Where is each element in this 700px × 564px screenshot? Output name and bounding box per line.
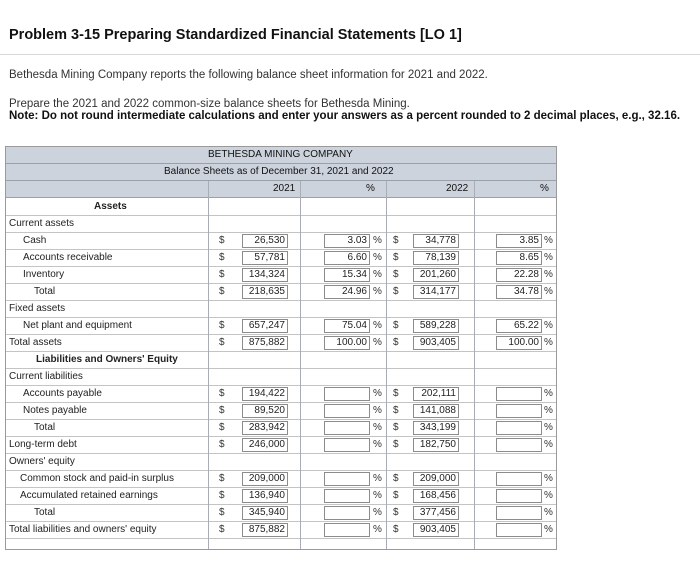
sheet-subtitle: Balance Sheets as of December 31, 2021 and 2022: [164, 166, 394, 177]
currency-2021: $: [219, 507, 225, 518]
percent-sign: %: [373, 473, 382, 484]
percent-sign: %: [373, 439, 382, 450]
currency-2021: $: [219, 473, 225, 484]
percent-2021-input[interactable]: 100.00: [324, 336, 370, 350]
percent-sign: %: [544, 507, 553, 518]
value-2021-field[interactable]: 89,520: [242, 404, 288, 418]
row-label: Total: [34, 507, 56, 518]
percent-sign: %: [373, 252, 382, 263]
value-2021-field[interactable]: 57,781: [242, 251, 288, 265]
currency-2021: $: [219, 439, 225, 450]
percent-2021-input[interactable]: [324, 472, 370, 486]
value-2022-field[interactable]: 202,111: [413, 387, 459, 401]
currency-2022: $: [393, 388, 399, 399]
value-2021-field[interactable]: 875,882: [242, 523, 288, 537]
percent-2021-input[interactable]: [324, 404, 370, 418]
percent-2022-input[interactable]: 34.78: [496, 285, 542, 299]
currency-2022: $: [393, 269, 399, 280]
currency-2021: $: [219, 524, 225, 535]
percent-sign: %: [544, 490, 553, 501]
currency-2021: $: [219, 269, 225, 280]
currency-2022: $: [393, 490, 399, 501]
currency-2021: $: [219, 388, 225, 399]
percent-2022-input[interactable]: [496, 404, 542, 418]
percent-2021-input[interactable]: [324, 421, 370, 435]
value-2021-field[interactable]: 283,942: [242, 421, 288, 435]
percent-sign: %: [544, 269, 553, 280]
percent-sign: %: [373, 524, 382, 535]
currency-2022: $: [393, 337, 399, 348]
currency-2022: $: [393, 473, 399, 484]
percent-sign: %: [544, 337, 553, 348]
year-2022-header: 2022: [446, 183, 469, 194]
percent-sign: %: [544, 388, 553, 399]
percent-2022-input[interactable]: [496, 472, 542, 486]
currency-2021: $: [219, 252, 225, 263]
value-2021-field[interactable]: 134,324: [242, 268, 288, 282]
percent-sign: %: [544, 405, 553, 416]
percent-sign: %: [544, 320, 553, 331]
percent-sign: %: [373, 320, 382, 331]
value-2021-field[interactable]: 136,940: [242, 489, 288, 503]
liabilities-heading: Liabilities and Owners' Equity: [36, 354, 178, 365]
value-2021-field[interactable]: 209,000: [242, 472, 288, 486]
value-2022-field[interactable]: 589,228: [413, 319, 459, 333]
value-2022-field[interactable]: 182,750: [413, 438, 459, 452]
value-2022-field[interactable]: 34,778: [413, 234, 459, 248]
percent-2021-input[interactable]: [324, 438, 370, 452]
page-title: Problem 3-15 Preparing Standardized Financial Statements [LO 1]: [9, 27, 462, 43]
sheet-subtitle-row: [6, 164, 556, 181]
percent-2021-input[interactable]: 24.96: [324, 285, 370, 299]
row-label: Net plant and equipment: [23, 320, 132, 331]
col-divider: [386, 181, 387, 549]
value-2021-field[interactable]: 657,247: [242, 319, 288, 333]
row-label: Current liabilities: [9, 371, 83, 382]
percent-sign: %: [544, 252, 553, 263]
percent-2021-input[interactable]: 15.34: [324, 268, 370, 282]
percent-sign: %: [373, 269, 382, 280]
percent-2022-input[interactable]: [496, 523, 542, 537]
percent-2021-input[interactable]: [324, 523, 370, 537]
col-divider: [208, 181, 209, 549]
value-2021-field[interactable]: 875,882: [242, 336, 288, 350]
value-2022-field[interactable]: 343,199: [413, 421, 459, 435]
row-label: Cash: [23, 235, 47, 246]
percent-2021-input[interactable]: [324, 506, 370, 520]
col-divider: [300, 181, 301, 549]
row-label: Common stock and paid-in surplus: [20, 473, 174, 484]
intro-text: Bethesda Mining Company reports the following balance sheet information for 2021 and 2022.: [9, 69, 488, 81]
percent-2021-input[interactable]: 3.03: [324, 234, 370, 248]
pct-2022-header: %: [540, 183, 549, 194]
row-label: Notes payable: [23, 405, 87, 416]
percent-sign: %: [544, 439, 553, 450]
percent-sign: %: [373, 235, 382, 246]
percent-sign: %: [544, 422, 553, 433]
percent-sign: %: [373, 388, 382, 399]
row-label: Current assets: [9, 218, 75, 229]
row-label: Long-term debt: [9, 439, 77, 450]
currency-2022: $: [393, 507, 399, 518]
currency-2021: $: [219, 337, 225, 348]
percent-2021-input[interactable]: 75.04: [324, 319, 370, 333]
company-name-row: [6, 147, 556, 164]
percent-sign: %: [544, 235, 553, 246]
percent-sign: %: [373, 422, 382, 433]
percent-2022-input[interactable]: [496, 489, 542, 503]
assets-heading: Assets: [94, 201, 127, 212]
row-label: Total: [34, 422, 56, 433]
percent-2021-input[interactable]: [324, 489, 370, 503]
percent-2022-input[interactable]: 8.65: [496, 251, 542, 265]
row-label: Total assets: [9, 337, 62, 348]
value-2022-field[interactable]: 201,260: [413, 268, 459, 282]
row-label: Total: [34, 286, 56, 297]
percent-sign: %: [373, 405, 382, 416]
percent-2022-input[interactable]: 22.28: [496, 268, 542, 282]
note-text: [9, 110, 680, 122]
currency-2021: $: [219, 490, 225, 501]
col-divider: [474, 181, 475, 549]
percent-2022-input[interactable]: 3.85: [496, 234, 542, 248]
percent-sign: %: [544, 286, 553, 297]
percent-2022-input[interactable]: 100.00: [496, 336, 542, 350]
percent-2022-input[interactable]: [496, 506, 542, 520]
percent-sign: %: [373, 286, 382, 297]
currency-2022: $: [393, 252, 399, 263]
percent-sign: %: [373, 507, 382, 518]
value-2021-field[interactable]: 246,000: [242, 438, 288, 452]
percent-sign: %: [544, 524, 553, 535]
currency-2022: $: [393, 320, 399, 331]
value-2022-field[interactable]: 903,405: [413, 523, 459, 537]
row-label: Inventory: [23, 269, 65, 280]
percent-2022-input[interactable]: [496, 438, 542, 452]
note-body: Do not round intermediate calculations and enter your answers as a percent rounded to 2 decimal places, e.g., 32.16.: [41, 110, 681, 122]
value-2022-field[interactable]: 141,088: [413, 404, 459, 418]
currency-2021: $: [219, 286, 225, 297]
value-2021-field[interactable]: 218,635: [242, 285, 288, 299]
percent-sign: %: [373, 337, 382, 348]
row-label: Owners' equity: [9, 456, 75, 467]
percent-2022-input[interactable]: [496, 421, 542, 435]
value-2021-field[interactable]: 345,940: [242, 506, 288, 520]
percent-2021-input[interactable]: [324, 387, 370, 401]
currency-2022: $: [393, 405, 399, 416]
value-2022-field[interactable]: 314,177: [413, 285, 459, 299]
title-divider: [0, 54, 700, 55]
year-2021-header: 2021: [273, 183, 296, 194]
currency-2021: $: [219, 320, 225, 331]
row-label: Accumulated retained earnings: [20, 490, 158, 501]
currency-2021: $: [219, 405, 225, 416]
value-2022-field[interactable]: 168,456: [413, 489, 459, 503]
value-2021-field[interactable]: 194,422: [242, 387, 288, 401]
currency-2022: $: [393, 422, 399, 433]
value-2022-field[interactable]: 209,000: [413, 472, 459, 486]
percent-2021-input[interactable]: 6.60: [324, 251, 370, 265]
percent-sign: %: [373, 490, 382, 501]
row-label: Accounts receivable: [23, 252, 113, 263]
value-2021-field[interactable]: 26,530: [242, 234, 288, 248]
currency-2022: $: [393, 286, 399, 297]
row-label: Total liabilities and owners' equity: [9, 524, 157, 535]
balance-sheet-table: [5, 146, 557, 550]
company-name: BETHESDA MINING COMPANY: [208, 149, 353, 160]
currency-2021: $: [219, 235, 225, 246]
currency-2022: $: [393, 524, 399, 535]
value-2022-field[interactable]: 78,139: [413, 251, 459, 265]
currency-2021: $: [219, 422, 225, 433]
percent-2022-input[interactable]: [496, 387, 542, 401]
currency-2022: $: [393, 235, 399, 246]
percent-2022-input[interactable]: 65.22: [496, 319, 542, 333]
row-label: Fixed assets: [9, 303, 66, 314]
value-2022-field[interactable]: 903,405: [413, 336, 459, 350]
percent-sign: %: [544, 473, 553, 484]
row-label: Accounts payable: [23, 388, 102, 399]
pct-2021-header: %: [366, 183, 375, 194]
task-text: Prepare the 2021 and 2022 common-size balance sheets for Bethesda Mining.: [9, 98, 410, 110]
value-2022-field[interactable]: 377,456: [413, 506, 459, 520]
currency-2022: $: [393, 439, 399, 450]
note-label: Note:: [9, 110, 39, 122]
